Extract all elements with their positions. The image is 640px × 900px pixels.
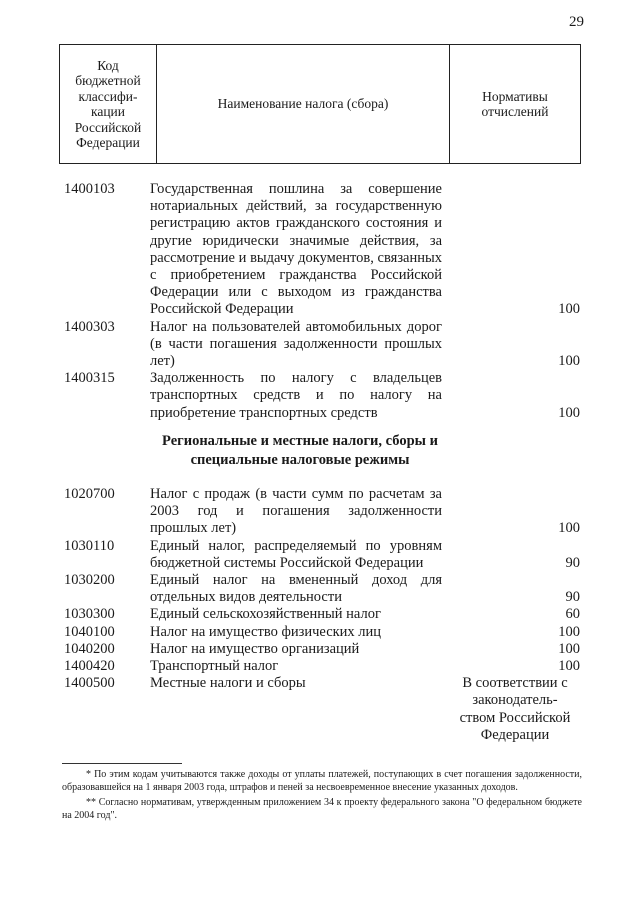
table-row [64, 181, 580, 319]
section-title: Региональные и местные налоги, сборы и специальные налоговые режимы [162, 433, 438, 468]
row-name: Единый налог на вмененный доход для отдельных видов деятельности [150, 572, 442, 606]
table-row [64, 606, 580, 623]
footnotes [62, 768, 582, 824]
row-norm: 100 [558, 658, 580, 675]
row-code: 1030110 [64, 537, 115, 554]
table-row [64, 538, 580, 572]
row-norm: 60 [565, 606, 580, 623]
row-name: Местные налоги и сборы [150, 675, 306, 692]
row-norm: 100 [558, 623, 580, 640]
row-code: 1030300 [64, 606, 115, 623]
table-row [64, 319, 580, 371]
row-code: 1040100 [64, 623, 115, 640]
row-name: Налог с продаж (в части сумм по расчетам за 2003 год и погашения задолженности прошлых лет) [150, 486, 442, 537]
page-number: 29 [569, 14, 584, 30]
row-code: 1400500 [64, 675, 115, 692]
row-code: 1030200 [64, 572, 115, 589]
row-norm: 90 [565, 554, 580, 571]
footnote: * По этим кодам учитываются также доходы от уплаты платежей, поступающих в счет погашения задолженности, образовавшейся на 1 января 2003 года, штрафов и пеней за несвоевременное внесение указанных доходов. [62, 769, 582, 793]
table-row [64, 675, 580, 744]
row-norm: 90 [565, 589, 580, 606]
footnote-divider [62, 763, 182, 764]
row-name: Транспортный налог [150, 658, 279, 675]
table-row [64, 370, 580, 422]
row-code: 1040200 [64, 640, 115, 657]
row-name: Единый налог, распределяемый по уровням бюджетной системы Российской Федерации [150, 537, 442, 571]
table-row [64, 572, 580, 606]
row-code: 1400303 [64, 318, 115, 335]
table-row [64, 624, 580, 641]
row-norm: 100 [558, 404, 580, 421]
tax-rows-part2 [64, 486, 580, 744]
row-name: Единый сельскохозяйственный налог [150, 606, 381, 623]
row-norm: 100 [558, 353, 580, 370]
row-name: Налог на имущество организаций [150, 640, 360, 657]
row-name: Налог на имущество физических лиц [150, 623, 382, 640]
footnote: ** Согласно нормативам, утвержденным приложением 34 к проекту федерального закона "О федеральном бюджете на 2004 год". [62, 797, 582, 821]
header-norms-cell: Нормативы отчислений [481, 88, 549, 119]
row-name: Государственная пошлина за совершение нотариальных действий, за государственную регистрацию актов гражданского состояния и другие юридически значимые действия, за рассмотрение и выдачу документов, связанных с приобретением гражданства Российской Федерации или с выходом из гражданства Российской Федерации [150, 181, 442, 318]
row-norm: 100 [558, 301, 580, 318]
table-row [64, 641, 580, 658]
row-code: 1020700 [64, 486, 115, 502]
row-name: Налог на пользователей автомобильных дорог (в части погашения задолженности прошлых лет) [150, 318, 442, 370]
table-header [59, 44, 581, 164]
table-row [64, 486, 580, 538]
table-row [64, 658, 580, 675]
row-name: Задолженность по налогу с владельцев транспортных средств и по налогу на приобретение транспортных средств [150, 370, 442, 421]
tax-rows-part1 [64, 181, 580, 422]
header-name-cell: Наименование налога (сбора) [157, 45, 450, 163]
row-norm: 100 [558, 520, 580, 537]
row-code: 1400103 [64, 181, 115, 197]
row-code: 1400315 [64, 370, 115, 387]
row-code: 1400420 [64, 658, 115, 675]
row-norm: В соответствии с законодатель- ством Российской Федерации [459, 675, 571, 743]
row-norm: 100 [558, 640, 580, 657]
header-code-cell: Код бюджетной классифи- кации Российской Федерации [60, 45, 157, 163]
